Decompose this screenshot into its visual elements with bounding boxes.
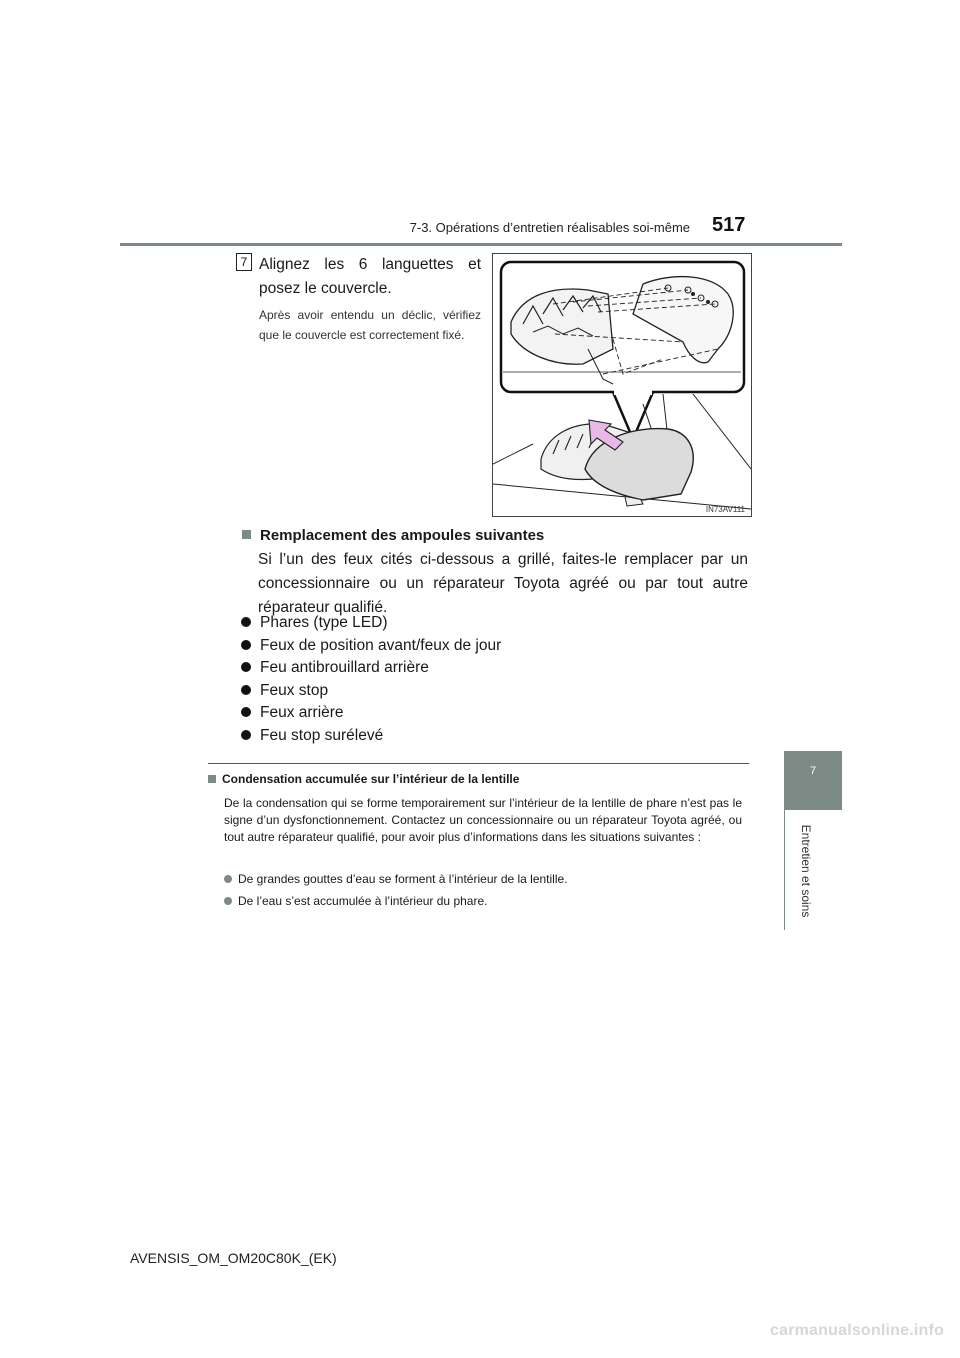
footer-model-code: AVENSIS_OM_OM20C80K_(EK) [130,1250,337,1266]
chapter-label: Entretien et soins [799,824,813,918]
bulbs-list [241,612,501,748]
step-number-badge: 7 [236,253,252,271]
bullet-dot-icon [241,730,251,740]
step-note: Après avoir entendu un déclic, vérifiez que le couvercle est correctement fixé. [259,308,481,342]
section-title: 7-3. Opérations d’entretien réalisables soi-même [409,220,690,235]
page-number: 517 [712,214,746,236]
bulbs-paragraph: Si l’un des feux cités ci-dessous a grillé, faites-le remplacer par un concessionnaire ou un réparateur Toyota agréé ou par tout autre réparateur qualifié. [258,551,748,616]
list-item-text: Feu stop surélevé [260,726,384,744]
bullet-dot-icon [241,617,251,627]
bullet-dot-icon [224,875,232,883]
list-item-text: Feux stop [260,681,329,699]
bullet-dot-icon [224,897,232,905]
bullet-dot-icon [241,662,251,672]
list-item [224,868,568,890]
list-item-text: De l’eau s’est accumulée à l’intérieur du phare. [238,894,488,908]
chapter-tab-line [784,810,785,930]
list-item [224,890,568,912]
list-item [241,635,501,658]
list-item [241,657,501,680]
section-square-icon [242,530,251,539]
list-item-text: Feux arrière [260,704,344,722]
list-item [241,702,501,725]
figure-code: IN73AV111 [705,505,745,514]
condensation-heading [208,772,519,786]
list-item-text: Phares (type LED) [260,614,388,631]
condensation-heading-text: Condensation accumulée sur l’intérieur de la lentille [222,772,520,786]
step-instruction: Alignez les 6 languettes et posez le couvercle. [259,256,481,297]
header-rule [120,243,842,246]
mirror-cover-drawing [493,254,751,516]
chapter-number: 7 [809,765,817,777]
list-item [241,612,501,635]
mirror-cover-illustration [492,253,752,517]
list-item [241,725,501,748]
bullet-dot-icon [241,707,251,717]
watermark: carmanualsonline.info [770,1322,945,1339]
bullet-dot-icon [241,640,251,650]
list-item-text: Feu antibrouillard arrière [260,659,429,677]
bullet-dot-icon [241,685,251,695]
list-item [241,680,501,703]
bulbs-heading-text: Remplacement des ampoules suivantes [260,527,545,544]
bulbs-heading [242,527,544,544]
list-item-text: Feux de position avant/feux de jour [260,636,502,654]
chapter-tab[interactable] [784,751,842,810]
condensation-list [224,868,568,912]
section-square-icon [208,775,216,783]
condensation-paragraph: De la condensation qui se forme temporairement sur l’intérieur de la lentille de phare n’est pas le signe d’un dysfonctionnement. Contactez un concessionnaire ou un réparateur Toyota agréé, ou tout autre réparateur qualifié, pour avoir plus d’informations dans les situations suivantes : [224,796,742,844]
list-item-text: De grandes gouttes d’eau se forment à l’intérieur de la lentille. [238,872,568,886]
note-divider [208,763,749,764]
